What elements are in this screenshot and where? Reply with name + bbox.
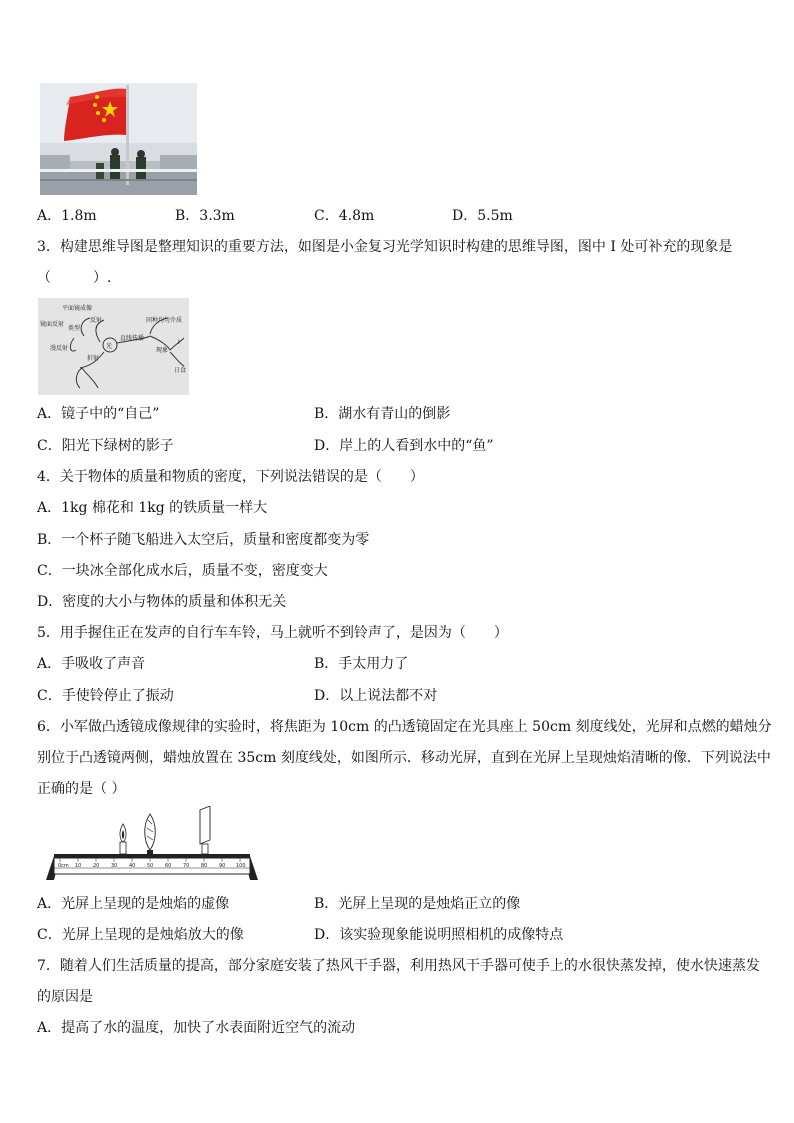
q3-stem-line2: （ ）.: [37, 270, 112, 286]
q6-option-c: C．光屏上呈现的是烛焰放大的像: [37, 927, 244, 943]
mm-leixing: 类型: [68, 325, 81, 332]
mm-rishi: 日食: [174, 367, 187, 374]
q3-stem-line1: 3．构建思维导图是整理知识的重要方法，如图是小金复习光学知识时构建的思维导图，图中 I 处可补充的现象是: [37, 239, 733, 255]
q3-option-c: C．阳光下绿树的影子: [37, 438, 174, 454]
mind-map-drawing: [38, 298, 189, 395]
ruler-tick-90: 90: [219, 863, 226, 869]
flag-photo-drawing: [40, 83, 197, 195]
optical-bench-drawing: [44, 806, 260, 882]
mm-jingmian: 镜面反射: [40, 321, 65, 328]
q3-option-d: D．岸上的人看到水中的“鱼”: [314, 438, 494, 454]
optical-bench-figure: [44, 806, 260, 882]
q5-option-b: B．手太用力了: [314, 656, 409, 672]
mm-tongzhong: 同种均匀介质: [146, 317, 183, 324]
q4-option-d: D．密度的大小与物体的质量和体积无关: [37, 594, 287, 610]
light-screen: [200, 806, 210, 854]
q6-option-b: B．光屏上呈现的是烛焰正立的像: [314, 896, 521, 912]
mm-pingmian: 平面镜成像: [62, 305, 93, 312]
mm-center: 光: [106, 343, 113, 350]
mm-xianxiang: 现象: [156, 347, 169, 354]
q7-stem-line1: 7．随着人们生活质量的提高，部分家庭安装了热风干手器，利用热风干手器可使手上的水很快蒸发掉，使水快速蒸发: [37, 958, 760, 974]
ruler-tick-60: 60: [165, 863, 172, 869]
q6-stem-line3: 正确的是（ ）: [37, 781, 126, 797]
ruler-tick-10: 10: [75, 863, 82, 869]
ruler-tick-20: 20: [93, 863, 100, 869]
q4-option-b: B．一个杯子随飞船进入太空后，质量和密度都变为零: [37, 532, 370, 548]
flag-raising-photo: [40, 83, 197, 195]
q2-option-d: D．5.5m: [452, 208, 513, 224]
convex-lens: [145, 814, 156, 854]
mm-zhexian: 折射: [87, 355, 100, 362]
mm-I: I: [178, 339, 180, 346]
ruler-tick-30: 30: [111, 863, 118, 869]
q2-option-c: C．4.8m: [314, 208, 375, 224]
q3-option-a: A．镜子中的“自己”: [37, 406, 160, 422]
q7-option-a: A．提高了水的温度，加快了水表面附近空气的流动: [37, 1020, 356, 1036]
ruler-tick-40: 40: [129, 863, 136, 869]
ruler-tick-100: 100: [236, 863, 246, 869]
q5-option-c: C．手使铃停止了振动: [37, 688, 174, 704]
q2-option-a: A．1.8m: [37, 208, 97, 224]
q5-stem: 5．用手握住正在发声的自行车车铃，马上就听不到铃声了，是因为（ ）: [37, 625, 508, 641]
q2-option-b: B．3.3m: [175, 208, 235, 224]
mm-fanshe: 反射: [90, 317, 103, 324]
q5-option-a: A．手吸收了声音: [37, 656, 146, 672]
q4-option-a: A．1kg 棉花和 1kg 的铁质量一样大: [37, 500, 268, 516]
optics-mind-map: [38, 298, 189, 395]
q5-option-d: D．以上说法都不对: [314, 688, 438, 704]
q3-option-b: B．湖水有青山的倒影: [314, 406, 451, 422]
q4-stem: 4．关于物体的质量和物质的密度，下列说法错误的是（ ）: [37, 469, 424, 485]
ruler-tick-70: 70: [183, 863, 190, 869]
ruler-unit: 0cm: [58, 863, 69, 869]
q6-stem-line1: 6．小军做凸透镜成像规律的实验时，将焦距为 10cm 的凸透镜固定在光具座上 50cm 刻度线处，光屏和点燃的蜡烛分: [37, 719, 772, 735]
q6-option-a: A．光屏上呈现的是烛焰的虚像: [37, 896, 230, 912]
candle: [120, 824, 126, 854]
ruler-tick-50: 50: [147, 863, 154, 869]
q4-option-c: C．一块冰全部化成水后，质量不变，密度变大: [37, 563, 328, 579]
q6-stem-line2: 别位于凸透镜两侧，蜡烛放置在 35cm 刻度线处，如图所示．移动光屏，直到在光屏上呈现烛焰清晰的像．下列说法中: [37, 750, 771, 766]
ruler-tick-80: 80: [201, 863, 208, 869]
mm-manfanshe: 漫反射: [50, 345, 69, 352]
mm-zhixian: 直线传播: [120, 335, 145, 342]
q7-stem-line2: 的原因是: [37, 989, 93, 1005]
q6-option-d: D．该实验现象能说明照相机的成像特点: [314, 927, 564, 943]
